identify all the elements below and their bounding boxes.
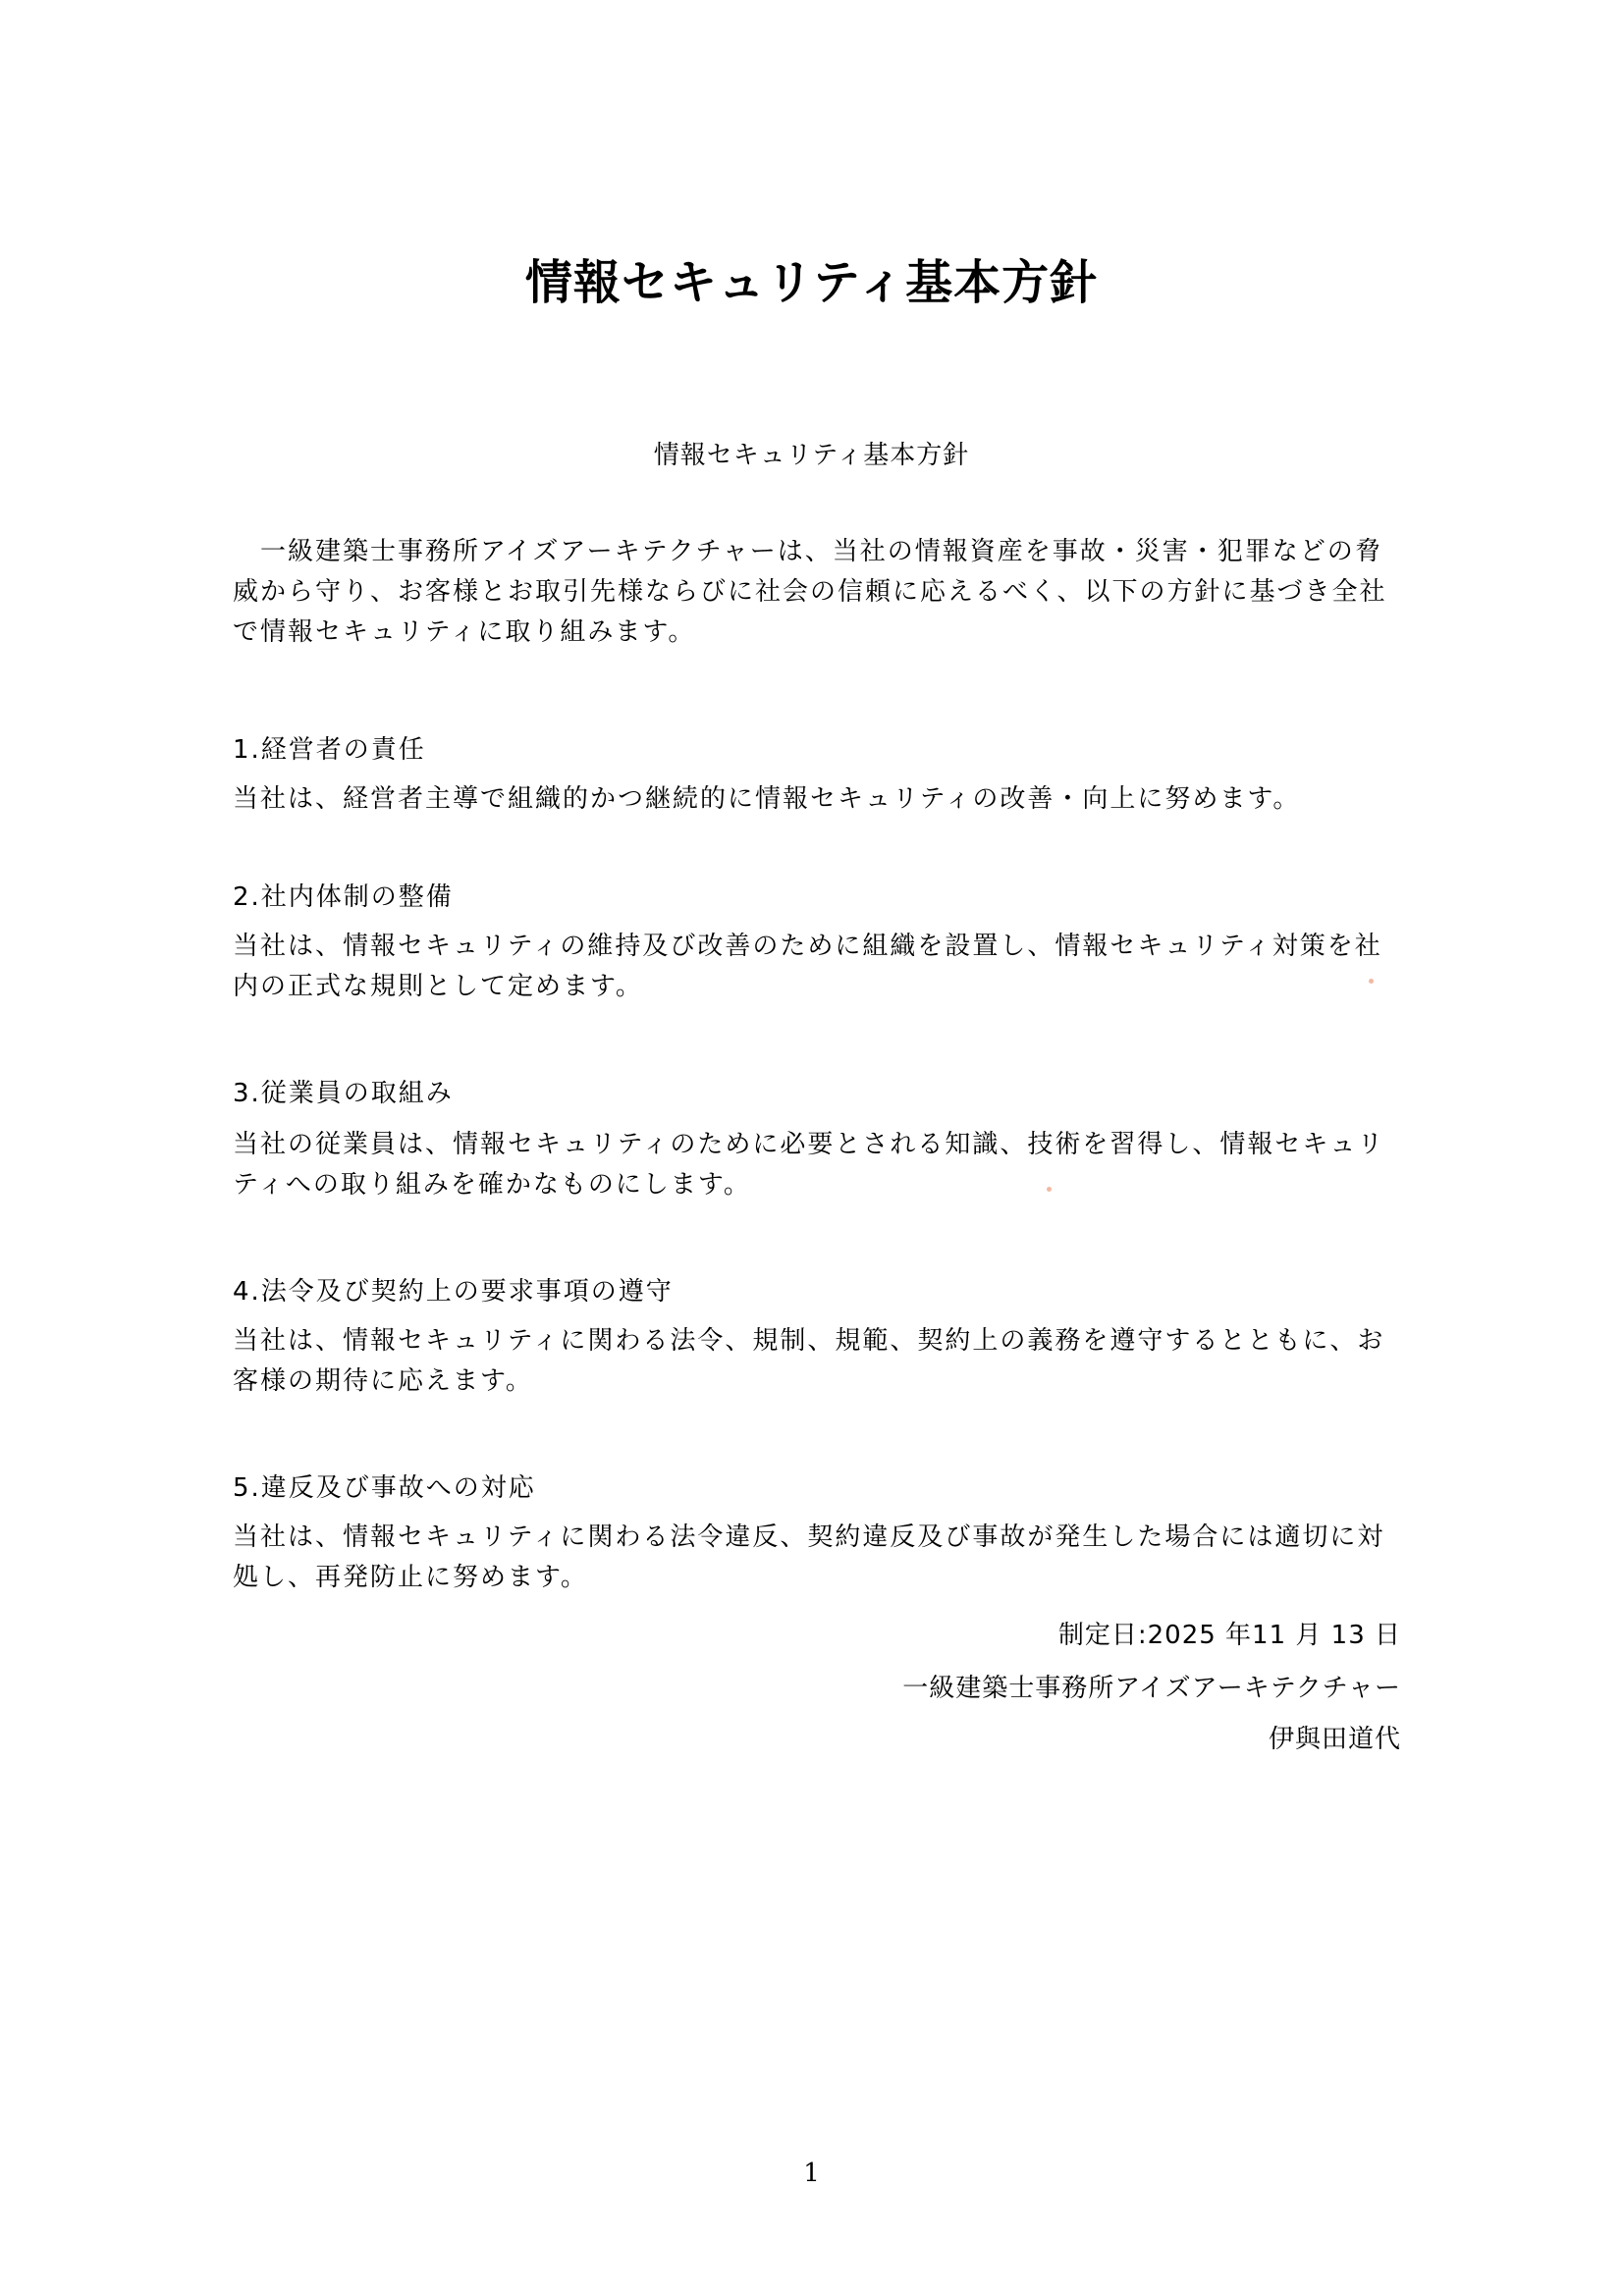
established-date: 制定日:2025 年11 月 13 日: [1057, 1621, 1401, 1650]
scan-speck: [1047, 1187, 1052, 1192]
representative-name: 伊與田道代: [1268, 1725, 1401, 1754]
section-heading-4: 4.法令及び契約上の要求事項の遵守: [233, 1277, 674, 1307]
document-subtitle: 情報セキュリティ基本方針: [653, 441, 970, 470]
document-title: 情報セキュリティ基本方針: [524, 255, 1099, 310]
scan-speck: [1369, 979, 1374, 984]
company-name: 一級建築士事務所アイズアーキテクチャー: [902, 1674, 1401, 1703]
section-body-5: 当社は、情報セキュリティに関わる法令違反、契約違反及び事故が発生した場合には適切に対処し、再発防止に努めます。: [233, 1522, 1385, 1592]
section-body-4: 当社は、情報セキュリティに関わる法令、規制、規範、契約上の義務を遵守するとともに、お客様の期待に応えます。: [233, 1326, 1385, 1396]
section-heading-1: 1.経営者の責任: [233, 735, 426, 765]
section-heading-2: 2.社内体制の整備: [233, 882, 454, 912]
section-body-2: 当社は、情報セキュリティの維持及び改善のために組織を設置し、情報セキュリティ対策を社内の正式な規則として定めます。: [233, 932, 1382, 1001]
intro-paragraph: 一級建築士事務所アイズアーキテクチャーは、当社の情報資産を事故・災害・犯罪などの脅威から守り、お客様とお取引先様ならびに社会の信頼に応えるべく、以下の方針に基づき全社で情報セキュリティに取り組みます。: [233, 537, 1387, 647]
section-heading-5: 5.違反及び事故への対応: [233, 1473, 536, 1503]
page-number: 1: [803, 2159, 820, 2188]
section-heading-3: 3.従業員の取組み: [233, 1079, 454, 1108]
section-body-3: 当社の従業員は、情報セキュリティのために必要とされる知識、技術を習得し、情報セキュリティへの取り組みを確かなものにします。: [233, 1130, 1385, 1200]
section-body-1: 当社は、経営者主導で組織的かつ継続的に情報セキュリティの改善・向上に努めます。: [233, 784, 1301, 814]
